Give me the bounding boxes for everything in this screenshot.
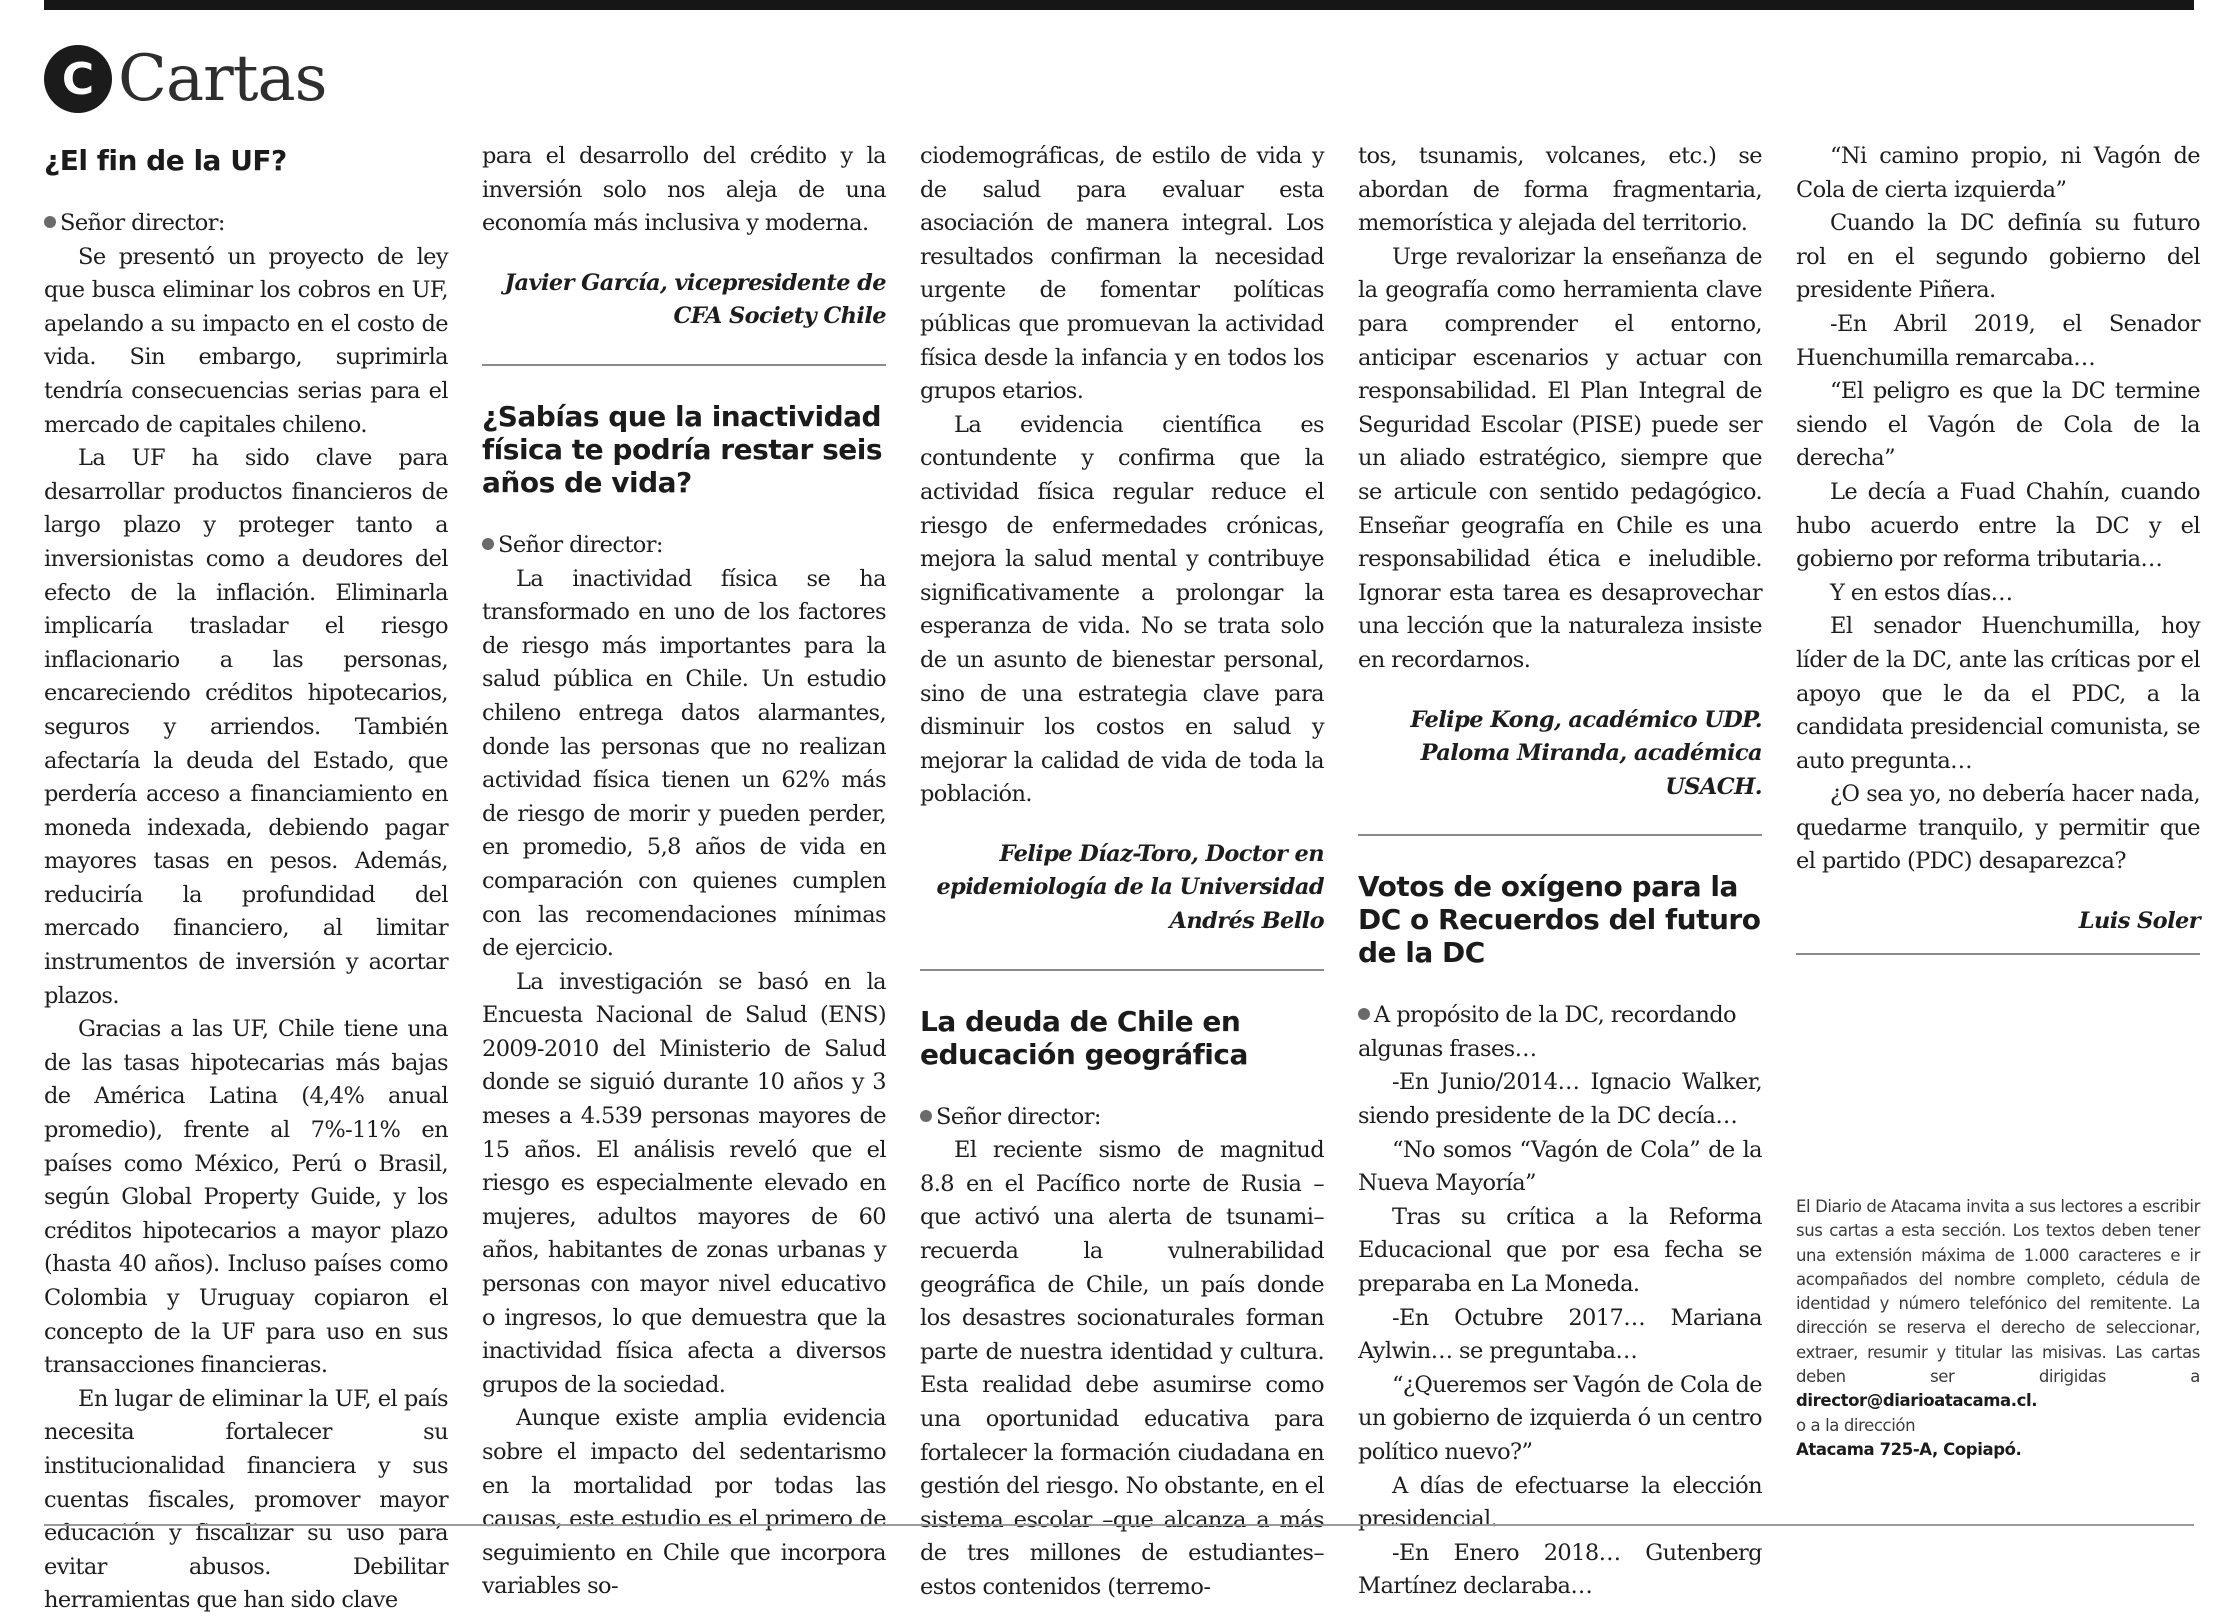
salutation: Señor director: <box>44 207 448 241</box>
letter-heading-dc: Votos de oxígeno para la DC o Recuerdos del futuro de la DC <box>1358 870 1761 970</box>
letter-paragraph: “Ni camino propio, ni Vagón de Cola de cierta izquierda” <box>1796 143 2200 203</box>
column-4 <box>1358 140 1762 1604</box>
letter-paragraph: La investigación se basó en la Encuesta Nacional de Salud (ENS) 2009-2010 del Ministerio de Salud donde se siguió durante 10 años y 3 meses a 4.539 personas mayores de 15 años. El análisis reveló que el riesgo es especialmente elevado en mujeres, adultos mayores de 60 años, habitantes de zonas urbanas y personas con mayor nivel educativo o ingresos, lo que demuestra que la inactividad física afecta a diversos grupos de la sociedad. <box>482 968 886 1398</box>
letter-paragraph: La evidencia científica es contundente y confirma que la actividad física regular reduce el riesgo de enfermedades crónicas, mejora la salud mental y contribuye significativamente a prolongar la esperanza de vida. No se trata solo de un asunto de bienestar personal, sino de una estrategia clave para disminuir los costos en salud y mejorar la calidad de vida de toda la población. <box>920 411 1324 808</box>
note-or: o a la dirección <box>1796 1415 1916 1435</box>
letter-paragraph: “¿Queremos ser Vagón de Cola de un gobierno de izquierda ó un centro político nuevo?” <box>1358 1371 1762 1465</box>
bottom-rule <box>44 1524 2194 1526</box>
letter-paragraph-continued: ciodemográficas, de estilo de vida y de salud para evaluar esta asociación de manera integral. Los resultados confirman la necesidad urgente de fomentar políticas públicas que promuevan la actividad física desde la infancia y en todos los grupos etarios. <box>920 143 1324 405</box>
note-email: director@diarioatacama.cl. <box>1796 1391 2038 1411</box>
column-1 <box>44 140 448 1618</box>
salutation: Señor director: <box>920 1101 1324 1135</box>
letter-paragraph: -En Junio/2014… Ignacio Walker, siendo presidente de la DC decía… <box>1358 1069 1762 1130</box>
top-rule <box>44 0 2194 10</box>
divider <box>1358 834 1762 836</box>
column-3 <box>920 140 1324 1605</box>
letter-paragraph: ¿O sea yo, no debería hacer nada, quedarme tranquilo, y permitir que el partido (PDC) desaparezca? <box>1796 781 2200 875</box>
letter-paragraph: -En Abril 2019, el Senador Huenchumilla remarcaba… <box>1796 310 2200 371</box>
divider <box>1796 953 2200 955</box>
letter-paragraph: Se presentó un proyecto de ley que busca eliminar los cobros en UF, apelando a su impacto en el costo de vida. Sin embargo, suprimirla tendría consecuencias serias para el mercado de capitales chileno. <box>44 243 448 438</box>
letter-paragraph: Le decía a Fuad Chahín, cuando hubo acuerdo entre la DC y el gobierno por reforma tributaria… <box>1796 478 2200 573</box>
letter-paragraph: Tras su crítica a la Reforma Educacional que por esa fecha se preparaba en La Moneda. <box>1358 1203 1762 1298</box>
note-text: El Diario de Atacama invita a sus lectores a escribir sus cartas a esta sección. Los textos deben tener una extensión máxima de 1.000 caracteres e ir acompañados del nombre completo, cédula de identidad y número telefónico del remitente. La dirección se reserva el derecho de seleccionar, extraer, resumir y titular las misivas. Las cartas deben ser dirigidas a <box>1796 1197 2200 1387</box>
section-title: Cartas <box>118 42 327 116</box>
salutation: A propósito de la DC, recordando algunas frases… <box>1358 1002 1736 1062</box>
letter-heading-inactividad: ¿Sabías que la inactividad física te podría restar seis años de vida? <box>482 399 882 499</box>
letter-signature: Javier García, vicepresidente de CFA Society Chile <box>504 269 886 330</box>
letter-heading-geografia: La deuda de Chile en educación geográfica <box>920 1004 1248 1071</box>
section-badge: C <box>44 45 112 113</box>
bullet-dot-icon <box>920 1110 932 1122</box>
letter-paragraph: El senador Huenchumilla, hoy líder de la DC, ante las críticas por el apoyo que le da el PDC, a la candidata presidencial comunista, se auto pregunta… <box>1796 613 2200 774</box>
column-2 <box>482 140 886 1604</box>
divider <box>482 364 886 366</box>
letter-signature: Luis Soler <box>2078 908 2200 935</box>
bullet-dot-icon <box>482 538 494 550</box>
letter-paragraph: A días de efectuarse la elección presidencial. <box>1358 1472 1762 1533</box>
bullet-dot-icon <box>44 216 56 228</box>
letter-paragraph: -En Octubre 2017… Mariana Aylwin… se preguntaba… <box>1358 1304 1762 1365</box>
letter-paragraph-continued: para el desarrollo del crédito y la inversión solo nos aleja de una economía más inclusiva y moderna. <box>482 143 886 237</box>
divider <box>920 969 1324 971</box>
letter-paragraph: La UF ha sido clave para desarrollar productos financieros de largo plazo y proteger tanto a inversionistas como a deudores del efecto de la inflación. Eliminarla implicaría trasladar el riesgo inflacionario a las personas, encareciendo créditos hipotecarios, seguros y arriendos. También afectaría la deuda del Estado, que perdería acceso a financiamiento en moneda indexada, debiendo pagar mayores tasas en pesos. Además, reduciría la profundidad del mercado financiero, al limitar instrumentos de inversión y acortar plazos. <box>44 445 448 1009</box>
salutation: Señor director: <box>482 529 886 563</box>
letter-paragraph: “El peligro es que la DC termine siendo el Vagón de Cola de la derecha” <box>1796 378 2200 472</box>
reader-invitation-note <box>1796 1195 2200 1462</box>
letter-paragraph-continued: tos, tsunamis, volcanes, etc.) se abordan de forma fragmentaria, memorística y alejada del territorio. <box>1358 143 1762 237</box>
note-address: Atacama 725-A, Copiapó. <box>1796 1439 2022 1459</box>
letter-paragraph: Gracias a las UF, Chile tiene una de las tasas hipotecarias más bajas de América Latina (4,4% anual promedio), frente al 7%-11% en países como México, Perú o Brasil, según Global Property Guide, y los créditos hipotecarios a mayor plazo (hasta 40 años). Incluso países como Colombia y Uruguay copiaron el concepto de la UF para uso en sus transacciones financieras. <box>44 1016 448 1379</box>
letter-paragraph: Y en estos días… <box>1830 579 2013 606</box>
letter-heading-uf: ¿El fin de la UF? <box>44 144 287 177</box>
letter-signature: Felipe Kong, académico UDP. Paloma Miranda, académica USACH. <box>1410 706 1762 800</box>
section-header <box>44 40 326 118</box>
letter-paragraph: En lugar de eliminar la UF, el país necesita fortalecer su institucionalidad financiera y sus cuentas fiscales, promover mayor educación y fiscalizar su uso para evitar abusos. Debilitar herramientas que han sido clave <box>44 1385 448 1614</box>
bullet-dot-icon <box>1358 1008 1370 1020</box>
letter-paragraph: La inactividad física se ha transformado en uno de los factores de riesgo más importantes para la salud pública en Chile. Un estudio chileno entrega datos alarmantes, donde las personas que no realizan actividad física tienen un 62% más de riesgo de morir y pueden perder, en promedio, 5,8 años de vida en comparación con quienes cumplen con las recomendaciones mínimas de ejercicio. <box>482 565 886 962</box>
letter-paragraph: -En Enero 2018… Gutenberg Martínez declaraba… <box>1358 1539 1762 1600</box>
letter-paragraph: Urge revalorizar la enseñanza de la geografía como herramienta clave para comprender el entorno, anticipar escenarios y actuar con responsabilidad. El Plan Integral de Seguridad Escolar (PISE) puede ser un aliado estratégico, siempre que se articule con sentido pedagógico. Enseñar geografía en Chile es una responsabilidad ética e ineludible. Ignorar esta tarea es desaprovechar una lección que la naturaleza insiste en recordarnos. <box>1358 243 1762 673</box>
letter-paragraph: Aunque existe amplia evidencia sobre el impacto del sedentarismo en la mortalidad por todas las causas, este estudio es el primero de seguimiento en Chile que incorpora variables so- <box>482 1405 886 1600</box>
column-5 <box>1796 140 2200 989</box>
letter-paragraph: El reciente sismo de magnitud 8.8 en el Pacífico norte de Rusia –que activó una alerta de tsunami– recuerda la vulnerabilidad geográfica de Chile, un país donde los desastres socionaturales forman parte de nuestra identidad y cultura. Esta realidad debe asumirse como una oportunidad educativa para fortalecer la formación ciudadana en gestión del riesgo. No obstante, en el sistema escolar –que alcanza a más de tres millones de estudiantes– estos contenidos (terremo- <box>920 1137 1324 1600</box>
letter-signature: Felipe Díaz-Toro, Doctor en epidemiología de la Universidad Andrés Bello <box>936 840 1324 935</box>
letter-paragraph: Cuando la DC definía su futuro rol en el segundo gobierno del presidente Piñera. <box>1796 210 2200 304</box>
letter-paragraph: “No somos “Vagón de Cola” de la Nueva Mayoría” <box>1358 1136 1762 1197</box>
